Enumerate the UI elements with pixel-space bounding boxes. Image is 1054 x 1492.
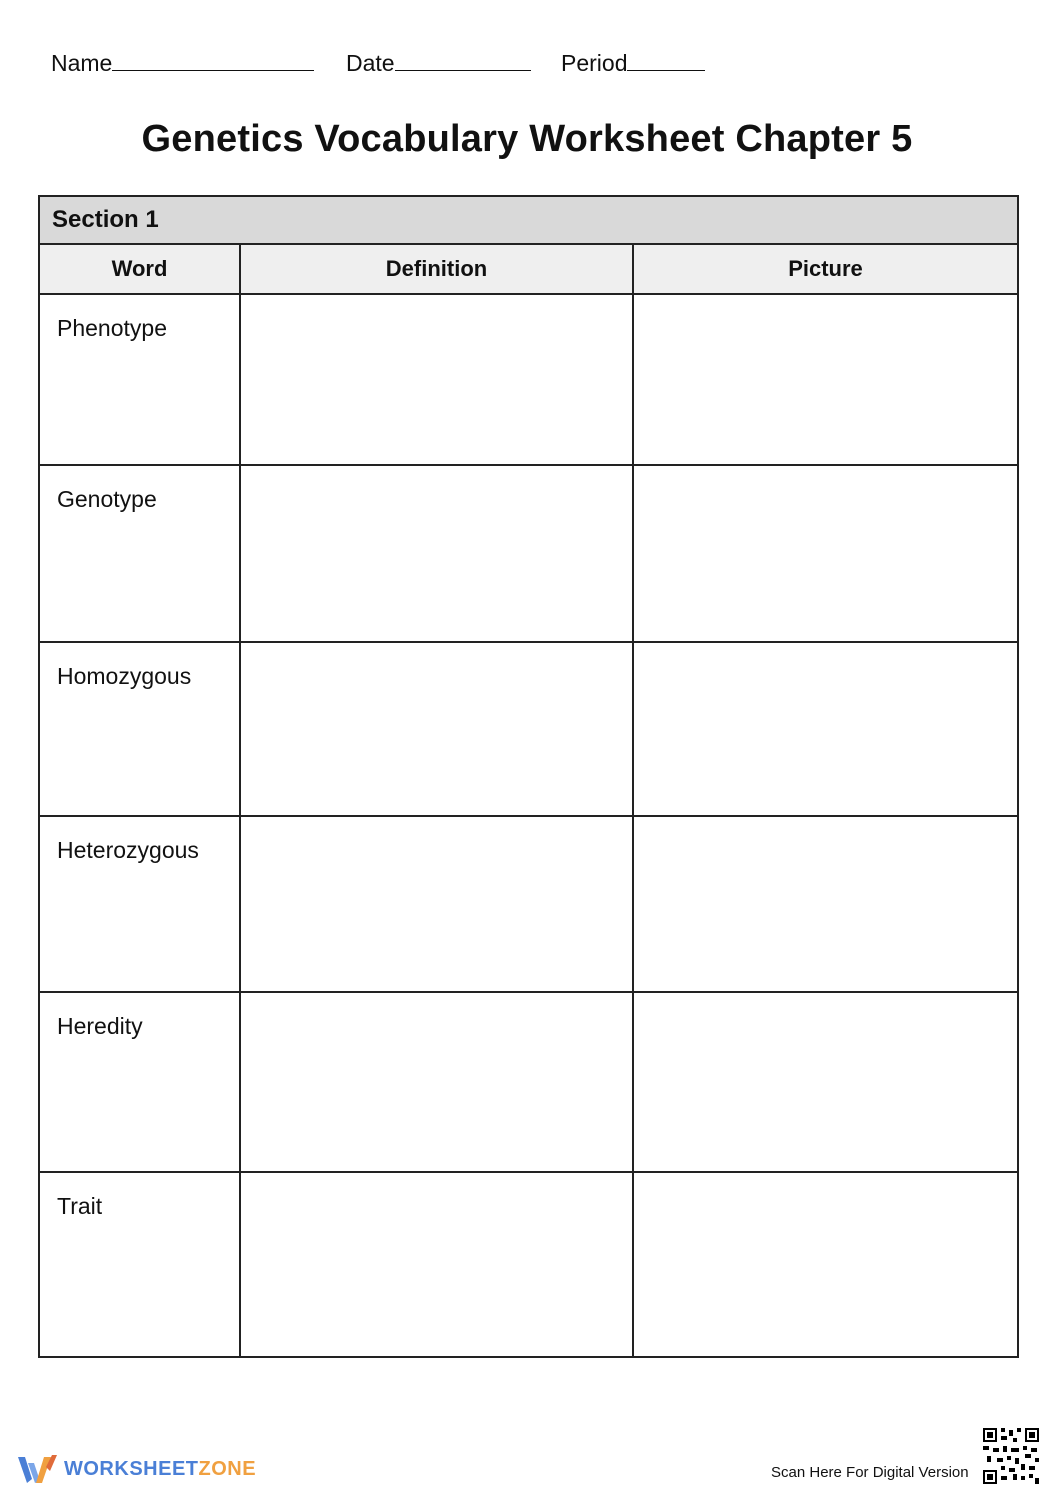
column-header-row [39,244,1018,294]
qr-code-icon[interactable] [983,1428,1039,1484]
definition-cell[interactable] [240,992,633,1172]
table-row [39,816,1018,992]
word-cell: Genotype [39,465,240,642]
table-row [39,294,1018,465]
word-cell: Phenotype [39,294,240,465]
worksheetzone-logo[interactable] [16,1453,256,1485]
word-cell: Homozygous [39,642,240,816]
definition-cell[interactable] [240,816,633,992]
section-title: Section 1 [39,196,1018,244]
picture-cell[interactable] [633,642,1018,816]
picture-cell[interactable] [633,816,1018,992]
worksheetzone-logo-icon [16,1453,58,1485]
date-field[interactable] [346,50,531,77]
table-row [39,992,1018,1172]
name-field[interactable] [51,50,314,77]
definition-cell[interactable] [240,294,633,465]
period-field[interactable] [561,50,705,77]
scan-caption: Scan Here For Digital Version [771,1464,969,1481]
worksheet-title: Genetics Vocabulary Worksheet Chapter 5 [141,118,913,160]
table-row [39,1172,1018,1357]
column-header-picture: Picture [633,244,1018,294]
period-blank-line[interactable] [627,52,705,71]
picture-cell[interactable] [633,992,1018,1172]
brand-name-part2: ZONE [198,1457,257,1480]
picture-cell[interactable] [633,294,1018,465]
brand-name-part1: WORKSHEET [64,1457,199,1480]
table-row [39,465,1018,642]
column-header-definition: Definition [240,244,633,294]
word-cell: Trait [39,1172,240,1357]
picture-cell[interactable] [633,465,1018,642]
word-cell: Heterozygous [39,816,240,992]
brand-name [64,1458,256,1481]
period-label: Period [561,50,628,76]
column-header-word: Word [39,244,240,294]
date-label: Date [346,50,395,76]
name-blank-line[interactable] [112,52,314,71]
section-header-row [39,196,1018,244]
name-label: Name [51,50,113,76]
picture-cell[interactable] [633,1172,1018,1357]
vocabulary-table [38,195,1019,1358]
date-blank-line[interactable] [395,52,531,71]
definition-cell[interactable] [240,1172,633,1357]
definition-cell[interactable] [240,642,633,816]
definition-cell[interactable] [240,465,633,642]
word-cell: Heredity [39,992,240,1172]
table-row [39,642,1018,816]
